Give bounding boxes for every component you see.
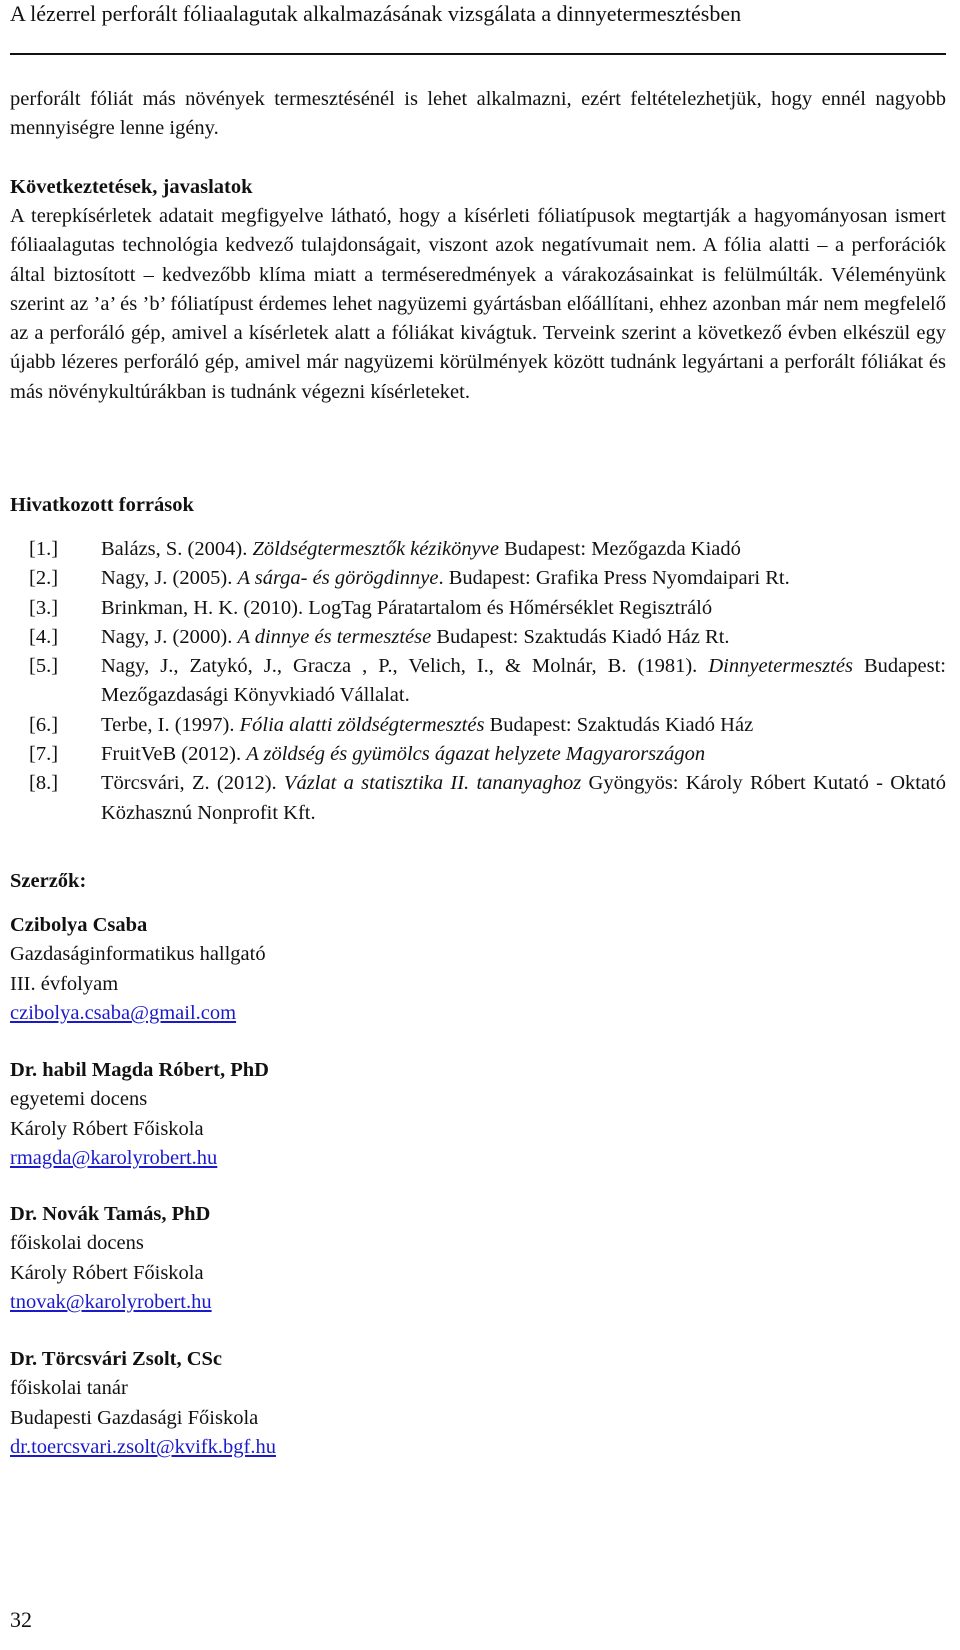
author-affiliation: Károly Róbert Főiskola: [10, 1117, 204, 1140]
reference-title: Fólia alatti zöldségtermesztés: [239, 713, 485, 736]
reference-text: Nagy, J. (2000). A dinnye és termesztése Budapest: Szaktudás Kiadó Ház Rt.: [101, 625, 730, 648]
reference-number: [7.]: [29, 743, 59, 766]
author-name: Dr. Novák Tamás, PhD: [10, 1203, 211, 1225]
reference-title: A zöldség és gyümölcs ágazat helyzete Magyarországon: [246, 743, 706, 766]
author-card: [10, 1200, 212, 1317]
conclusions-paragraph: A terepkísérletek adatait megfigyelve látható, hogy a kísérleti fóliatípusok megtartják a hagyományosan ismert fóliaalagutas technológia kedvező tulajdonságait, viszont azok negatívumait nem. A fólia alatti – a perforációk által biztosított – kedvezőbb klíma miatt a terméseredmények a várakozásainkat is felülmúlták. Véleményünk szerint az ’a’ és ’b’ fóliatípust érdemes lehet nagyüzemi gyártásban előállítani, ehhez azonban már nem megfelelő az a perforáló gép, amivel a kísérletek alatt a fóliákat kivágtuk. Terveink szerint a következő évben elkészül egy újabb lézeres perforáló gép, amivel már nagyüzemi körülmények között tudnánk legyártani a perforált fóliákat és más növénykultúrákban is tudnánk végezni kísérleteket.: [10, 205, 946, 403]
reference-title: A sárga- és görögdinnye: [237, 567, 439, 590]
running-header-title: A lézerrel perforált fóliaalagutak alkalmazásának vizsgálata a dinnyetermesztésben: [10, 1, 742, 26]
reference-item: [29, 740, 946, 769]
author-card: [10, 1056, 269, 1173]
reference-title: Vázlat a statisztika II. tananyaghoz: [283, 772, 582, 795]
reference-list: [29, 535, 946, 828]
reference-number: [1.]: [29, 538, 59, 560]
reference-title: A dinnye és termesztése: [237, 625, 432, 648]
author-email-link[interactable]: czibolya.csaba@gmail.com: [10, 1001, 237, 1024]
conclusions-heading: Következtetések, javaslatok: [10, 176, 253, 198]
reference-text: Törcsvári, Z. (2012). Vázlat a statisztika II. tananyaghoz Gyöngyös: Károly Róbert Kutató - Oktató Közhasznú Nonprofit Kft.: [101, 772, 946, 824]
reference-text: Balázs, S. (2004). Zöldségtermesztők kézikönyve Budapest: Mezőgazda Kiadó: [101, 538, 741, 560]
reference-item: [29, 769, 946, 828]
author-name: Czibolya Csaba: [10, 914, 148, 936]
author-card: [10, 911, 266, 1028]
reference-text: Terbe, I. (1997). Fólia alatti zöldségtermesztés Budapest: Szaktudás Kiadó Ház: [101, 713, 754, 736]
reference-number: [2.]: [29, 567, 59, 590]
author-email-link[interactable]: rmagda@karolyrobert.hu: [10, 1146, 218, 1169]
page-number: 32: [10, 1607, 32, 1632]
author-card: [10, 1345, 276, 1462]
reference-number: [3.]: [29, 596, 59, 619]
author-affiliation: Károly Róbert Főiskola: [10, 1261, 204, 1284]
author-email-link[interactable]: tnovak@karolyrobert.hu: [10, 1290, 212, 1313]
references-heading: Hivatkozott források: [10, 494, 194, 516]
reference-item: [29, 711, 946, 740]
header-divider: [10, 53, 946, 55]
reference-text: Nagy, J. (2005). A sárga- és görögdinnye. Budapest: Grafika Press Nyomdaipari Rt.: [101, 567, 790, 590]
reference-item: [29, 623, 946, 652]
author-affiliation: Budapesti Gazdasági Főiskola: [10, 1406, 259, 1429]
reference-item: [29, 594, 946, 623]
author-title: Gazdaságinformatikus hallgató: [10, 943, 266, 966]
author-title: főiskolai docens: [10, 1232, 144, 1255]
author-name: Dr. habil Magda Róbert, PhD: [10, 1059, 269, 1081]
authors-heading: Szerzők:: [10, 870, 87, 892]
author-title: főiskolai tanár: [10, 1377, 128, 1400]
reference-number: [8.]: [29, 772, 59, 795]
reference-number: [6.]: [29, 713, 59, 736]
reference-title: Zöldségtermesztők kézikönyve: [252, 538, 499, 560]
reference-item: [29, 564, 946, 593]
reference-title: Dinnyetermesztés: [708, 655, 853, 678]
reference-text: Brinkman, H. K. (2010). LogTag Páratartalom és Hőmérséklet Regisztráló: [101, 596, 713, 619]
reference-item: [29, 535, 946, 564]
author-title: egyetemi docens: [10, 1088, 148, 1111]
reference-item: [29, 652, 946, 711]
reference-text: Nagy, J., Zatykó, J., Gracza , P., Velich, I., & Molnár, B. (1981). Dinnyetermesztés Budapest: Mezőgazdasági Könyvkiadó Vállalat.: [101, 655, 946, 707]
reference-text: FruitVeB (2012). A zöldség és gyümölcs ágazat helyzete Magyarországon: [101, 743, 706, 766]
reference-number: [4.]: [29, 625, 59, 648]
author-name: Dr. Törcsvári Zsolt, CSc: [10, 1348, 223, 1370]
reference-number: [5.]: [29, 655, 59, 678]
author-email-link[interactable]: dr.toercsvari.zsolt@kvifk.bgf.hu: [10, 1435, 276, 1458]
intro-paragraph: perforált fóliát más növények termesztésénél is lehet alkalmazni, ezért feltételezhetjük, hogy ennél nagyobb mennyiségre lenne igény.: [10, 88, 946, 140]
author-affiliation: III. évfolyam: [10, 972, 119, 995]
